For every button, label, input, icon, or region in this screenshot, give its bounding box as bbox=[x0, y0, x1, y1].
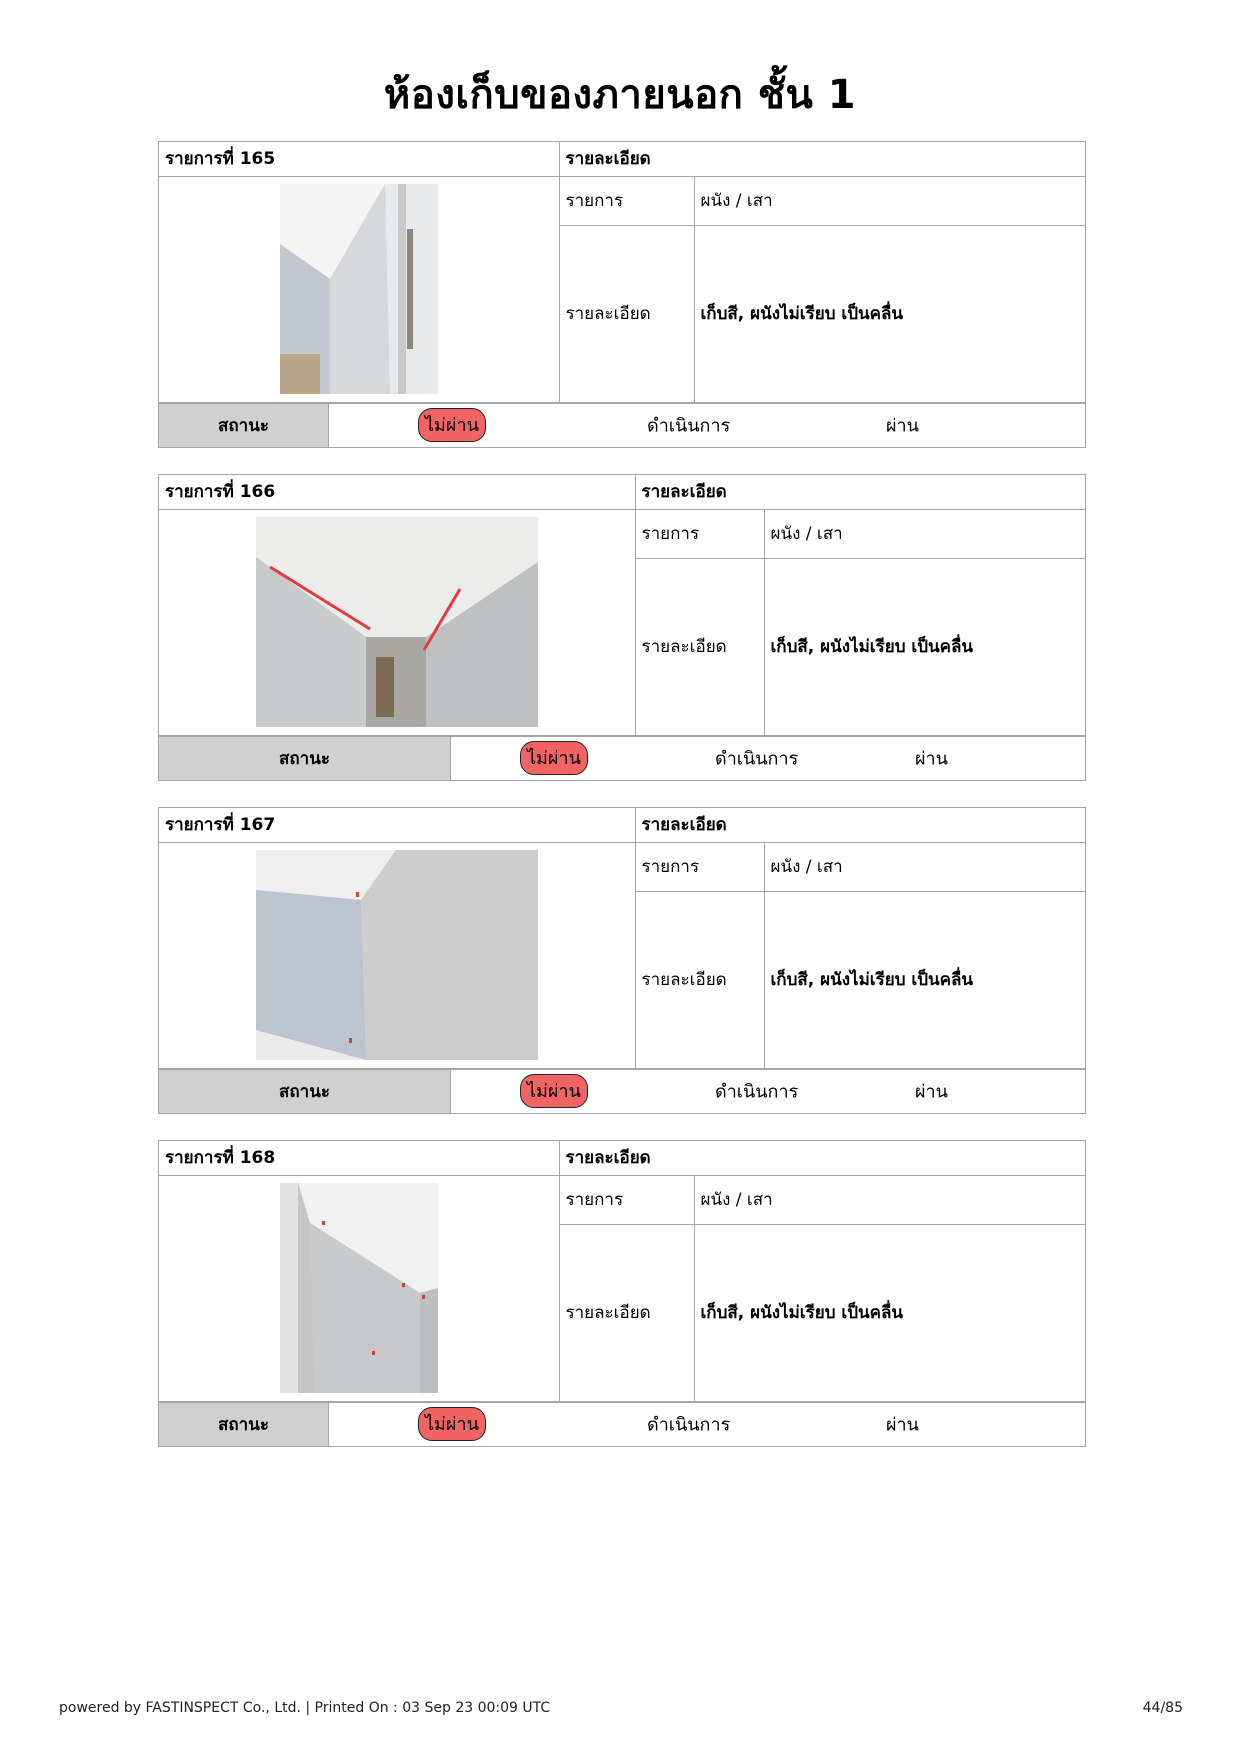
inspection-photo[interactable] bbox=[256, 850, 538, 1060]
entry-title: รายการที่ 166 bbox=[159, 475, 635, 509]
item-value: ผนัง / เสา bbox=[694, 176, 1085, 225]
item-label: รายการ bbox=[559, 176, 694, 225]
item-label: รายการ bbox=[635, 509, 764, 558]
status-pass-option[interactable]: ผ่าน bbox=[915, 1081, 948, 1103]
photo-cell bbox=[159, 1175, 559, 1401]
entry-title: รายการที่ 167 bbox=[159, 808, 635, 842]
detail-header: รายละเอียด bbox=[559, 142, 1085, 176]
item-value: ผนัง / เสา bbox=[764, 509, 1085, 558]
inspection-entry-166 bbox=[158, 474, 1086, 781]
status-fail-option[interactable]: ไม่ผ่าน bbox=[520, 1074, 588, 1108]
entry-title: รายการที่ 168 bbox=[159, 1141, 559, 1175]
status-options bbox=[451, 737, 1085, 780]
status-row bbox=[159, 1402, 1085, 1446]
inspection-entry-168 bbox=[158, 1140, 1086, 1447]
status-label: สถานะ bbox=[159, 1403, 329, 1446]
status-row bbox=[159, 1069, 1085, 1113]
status-fail-option[interactable]: ไม่ผ่าน bbox=[520, 741, 588, 775]
item-value: ผนัง / เสา bbox=[694, 1175, 1085, 1224]
status-options bbox=[451, 1070, 1085, 1113]
inspection-photo[interactable] bbox=[280, 1183, 438, 1393]
status-label: สถานะ bbox=[159, 737, 451, 780]
status-options bbox=[329, 1403, 1085, 1446]
status-row bbox=[159, 736, 1085, 780]
status-fail-option[interactable]: ไม่ผ่าน bbox=[418, 1407, 486, 1441]
item-label: รายการ bbox=[635, 842, 764, 891]
detail-value: เก็บสี, ผนังไม่เรียบ เป็นคลื่น bbox=[694, 225, 1085, 402]
entry-title: รายการที่ 165 bbox=[159, 142, 559, 176]
detail-label: รายละเอียด bbox=[559, 225, 694, 402]
photo-cell bbox=[159, 842, 635, 1068]
item-label: รายการ bbox=[559, 1175, 694, 1224]
status-in-progress-option[interactable]: ดำเนินการ bbox=[647, 1414, 731, 1436]
status-in-progress-option[interactable]: ดำเนินการ bbox=[647, 415, 731, 437]
footer-page-number: 44/85 bbox=[1142, 1700, 1183, 1716]
status-label: สถานะ bbox=[159, 1070, 451, 1113]
inspection-entry-167 bbox=[158, 807, 1086, 1114]
detail-label: รายละเอียด bbox=[635, 891, 764, 1068]
inspection-photo[interactable] bbox=[256, 517, 538, 727]
detail-header: รายละเอียด bbox=[635, 475, 1085, 509]
detail-header: รายละเอียด bbox=[559, 1141, 1085, 1175]
detail-label: รายละเอียด bbox=[635, 558, 764, 735]
status-pass-option[interactable]: ผ่าน bbox=[915, 748, 948, 770]
page-title: ห้องเก็บของภายนอก ชั้น 1 bbox=[383, 72, 857, 118]
status-in-progress-option[interactable]: ดำเนินการ bbox=[715, 748, 799, 770]
status-pass-option[interactable]: ผ่าน bbox=[886, 415, 919, 437]
detail-header: รายละเอียด bbox=[635, 808, 1085, 842]
status-label: สถานะ bbox=[159, 404, 329, 447]
status-fail-option[interactable]: ไม่ผ่าน bbox=[418, 408, 486, 442]
status-in-progress-option[interactable]: ดำเนินการ bbox=[715, 1081, 799, 1103]
item-value: ผนัง / เสา bbox=[764, 842, 1085, 891]
detail-value: เก็บสี, ผนังไม่เรียบ เป็นคลื่น bbox=[764, 558, 1085, 735]
photo-cell bbox=[159, 509, 635, 735]
status-pass-option[interactable]: ผ่าน bbox=[886, 1414, 919, 1436]
inspection-entry-165 bbox=[158, 141, 1086, 448]
status-options bbox=[329, 404, 1085, 447]
detail-value: เก็บสี, ผนังไม่เรียบ เป็นคลื่น bbox=[694, 1224, 1085, 1401]
detail-value: เก็บสี, ผนังไม่เรียบ เป็นคลื่น bbox=[764, 891, 1085, 1068]
footer-powered-by: powered by FASTINSPECT Co., Ltd. | Printed On : 03 Sep 23 00:09 UTC bbox=[59, 1700, 551, 1716]
status-row bbox=[159, 403, 1085, 447]
inspection-photo[interactable] bbox=[280, 184, 438, 394]
detail-label: รายละเอียด bbox=[559, 1224, 694, 1401]
photo-cell bbox=[159, 176, 559, 402]
